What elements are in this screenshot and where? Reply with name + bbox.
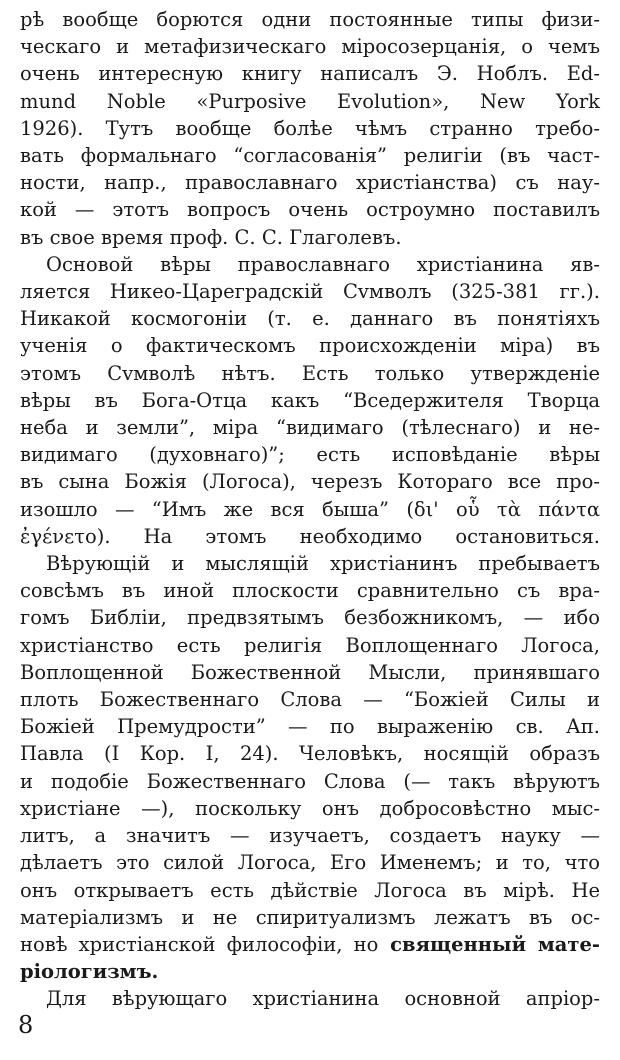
text-line: ученія о фактическомъ происхожденіи міра) въ: [20, 334, 600, 358]
text-line: онъ открываетъ есть дѣйствіе Логоса въ мірѣ. Не: [20, 878, 600, 902]
text-line: Воплощенной Божественной Мысли, принявшаго: [20, 660, 600, 684]
text-line: mund Noble «Purposive Evolution», New York: [20, 89, 600, 113]
text-line: Основой вѣры православнаго христіанина яв-: [46, 252, 600, 276]
text-line: гомъ Библіи, предвзятымъ безбожникомъ, — ибо: [20, 606, 600, 630]
text-line: Павла (I Кор. I, 24). Человѣкъ, носящій образъ: [20, 742, 600, 766]
text-line: христіане —), поскольку онъ добросовѣстно мыс-: [20, 796, 600, 820]
text-line: вать формальнаго “согласованія” религіи (въ част-: [20, 144, 600, 168]
text-line: плоть Божественнаго Слова — “Божіей Силы и: [20, 688, 600, 712]
text-line: христіанство есть религія Воплощеннаго Логоса,: [20, 633, 600, 657]
text-line: рѣ вообще борются одни постоянные типы физи-: [20, 8, 600, 31]
text-line: видимаго (духовнаго)”; есть исповѣданіе вѣры: [20, 443, 600, 467]
text-line: вѣры въ Бога-Отца какъ “Вседержителя Творца: [20, 388, 600, 412]
text-line: въ свое время проф. С. С. Глаголевъ.: [20, 225, 402, 249]
paragraph: [20, 6, 600, 251]
text-line: неба и земли”, міра “видимаго (тѣлеснаго) и не-: [20, 416, 600, 440]
text-line: Для вѣрующаго христіанина основной апріор-: [46, 987, 600, 1011]
text-line: литъ, а значитъ — изучаетъ, создаетъ науку —: [20, 824, 600, 848]
text-line: ческаго и метафизическаго міросозерцанія, о чемъ: [20, 35, 600, 59]
text-fragment: новѣ христіанской философіи, но: [20, 932, 379, 956]
paragraph: [20, 251, 600, 550]
text-line: ляется Никео-Цареградскій Сvмволъ (325-381 гг.).: [20, 280, 600, 304]
text-line: Божіей Премудрости” — по выраженію св. Ап.: [20, 715, 600, 739]
text-line: Вѣрующій и мыслящій христіанинъ пребываетъ: [46, 552, 600, 576]
paragraph: [20, 550, 600, 985]
text-line: матеріализмъ и не спиритуализмъ лежатъ въ ос-: [20, 905, 600, 929]
page-body: [20, 6, 600, 1013]
paragraph: [20, 985, 600, 1012]
bold-term: священный мате-: [378, 932, 600, 956]
text-line: Никакой космогоніи (т. е. даннаго въ понятіяхъ: [20, 307, 600, 331]
text-line: кой — этотъ вопросъ очень остроумно поставилъ: [20, 198, 600, 222]
text-line: совсѣмъ въ иной плоскости сравнительно съ вра-: [20, 579, 600, 603]
text-line: ἐγένετο). На этомъ необходимо остановиться.: [20, 524, 600, 548]
text-line: и подобіе Божественнаго Слова (— такъ вѣруютъ: [20, 769, 600, 793]
text-line: [20, 931, 600, 958]
text-line: 1926). Тутъ вообще болѣе чѣмъ странно требо-: [20, 116, 600, 140]
text-line: ности, напр., православнаго христіанства) съ нау-: [20, 171, 600, 195]
page-number: 8: [18, 1011, 34, 1039]
text-line: очень интересную книгу написалъ Э. Ноблъ. Ed-: [20, 62, 600, 86]
text-line: дѣлаетъ это силой Логоса, Его Именемъ; и то, что: [20, 851, 600, 875]
text-line: этомъ Сvмволѣ нѣтъ. Есть только утвержденіе: [20, 361, 600, 385]
bold-term-end: ріологизмъ.: [20, 960, 159, 984]
text-line: изошло — “Имъ же вся быша” (δι' οὗ τὰ πάντα: [20, 497, 600, 521]
text-line: въ сына Божія (Логоса), черезъ Котораго все про-: [20, 470, 600, 494]
